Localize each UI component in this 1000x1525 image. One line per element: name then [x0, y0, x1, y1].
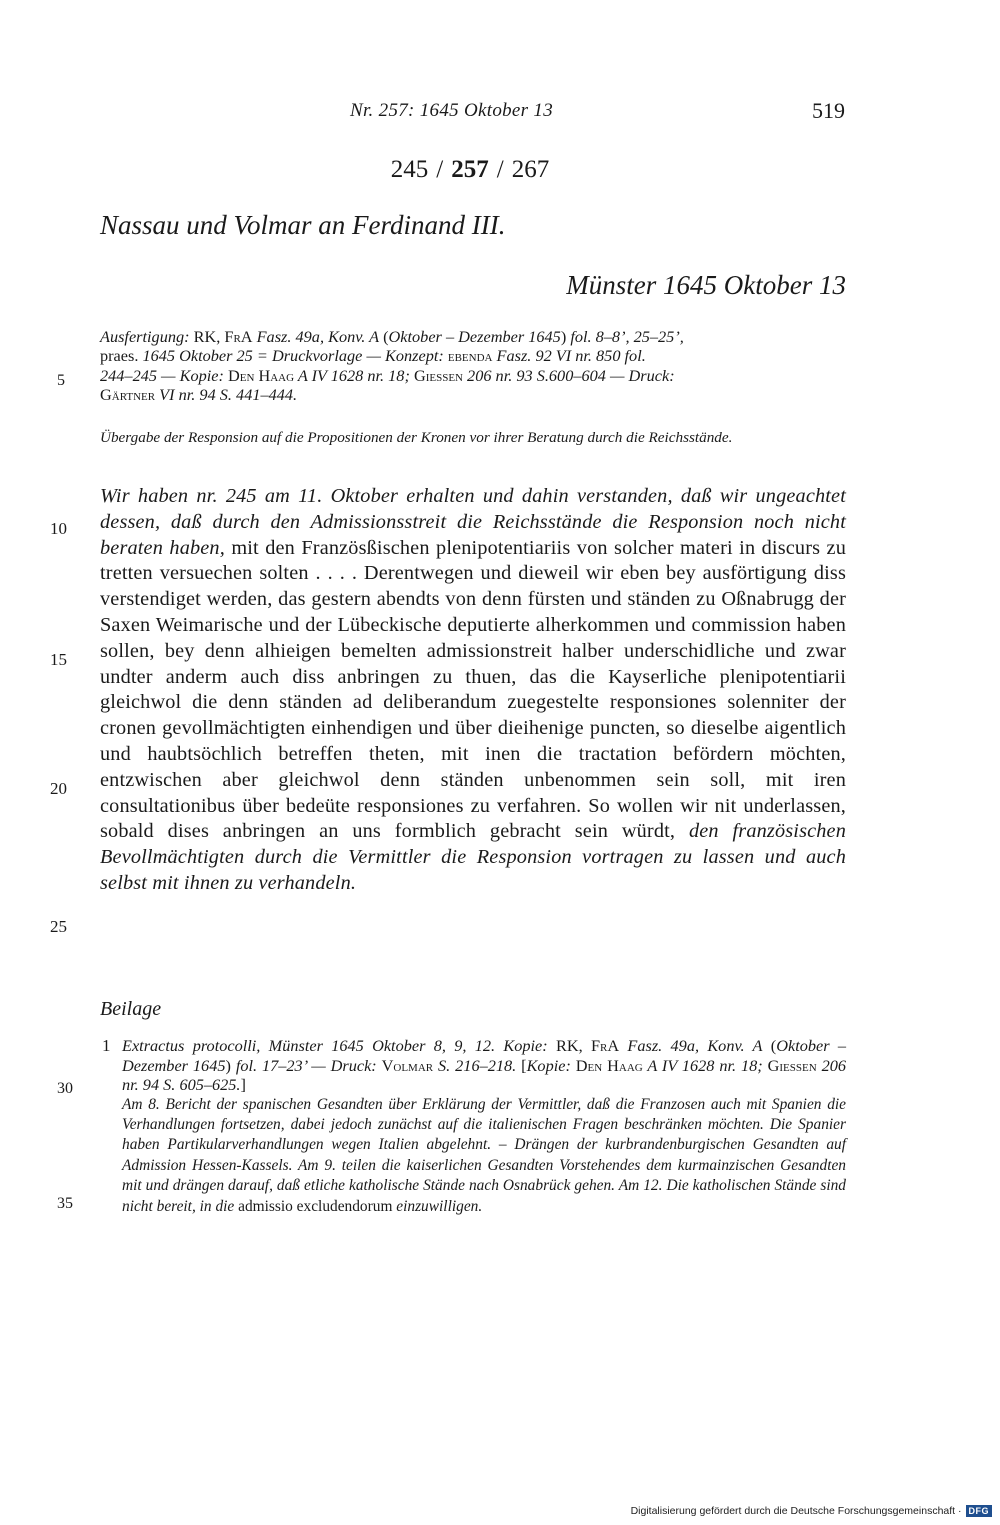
beilage-heading: Beilage [100, 998, 162, 1020]
prev-document-link[interactable]: 245 [390, 156, 429, 183]
source-apparatus [100, 327, 846, 405]
beilage-entry [122, 1036, 846, 1217]
main-text [100, 484, 846, 897]
next-document-link[interactable]: 267 [511, 156, 550, 183]
document-navigation [0, 156, 940, 184]
line-number: 15 [50, 650, 67, 669]
line-number: 10 [50, 519, 67, 538]
line-number: 35 [57, 1195, 73, 1212]
beilage-summary: Am 8. Bericht der spanischen Gesandten über Erklärung der Vermittler, daß die Franzosen auch mit Spanien die Verhandlungen fortsetzen, dabei jedoch zunächst auf die italienischen Fragen beschränken möchten. Die Spanier haben Partikularverhandlungen wegen Italien abgelehnt. – Drängen der kurbrandenburgischen Gesandten auf Admission Hessen-Kassels. Am 9. teilen die kaiserlichen Gesandten Vorstehendes dem kurmainzischen Gesandten mit und drängen darauf, daß etliche katholische Stände nach Osnabrück gehen. Am 12. Die katholischen Stände sind nicht bereit, in die admissio excludendorum einzuwilligen. [122, 1095, 846, 1215]
beilage-source: Extractus protocolli, Münster 1645 Oktober 8, 9, 12. Kopie: RK, FrA Fasz. 49a, Konv. A (Oktober – Dezember 1645) fol. 17–23’ — Druck: Volmar S. 216–218. [Kopie: Den Haag A IV 1628 nr. 18; Giessen 206 nr. 94 S. 605–625.] [122, 1036, 847, 1094]
beilage-number: 1 [102, 1036, 111, 1055]
quoted-source-text: mit den Französßischen plenipotentiariis von solcher materi in discurs zu tretten versuechen solten . . . . Derentwegen und dieweil wir eben bey ausförtigung diss verstendiget werden, das gestern abendts von denn fürsten und ständen zu Oßnabrugg der Saxen Weimarische und der Lübeckische deputierte alherkommen und commission haben sollen, bey denn alhieigen bemelten admissionstreit halber underschidliche und zwar undter anderm auch diss anbringen zu thuen, das die Kayserliche plenipotentiarii gleichwol die denn ständen ad deliberandum zuegestelte responsiones solenniter der cronen gevollmächtigten einhendigen und über dieihenige puncten, so dieselbe aigentlich und haubtsöchlich betreffen theten, mit inen die tractation befördern möchten, entzwischen aber gleichwol denn ständen unbenommen sein soll, mit iren consultationibus über bedeüte responsiones zu verfahren. So wollen wir nit underlassen, sobald dises anbringen an uns formblich gebracht sein würdt, [100, 536, 846, 843]
nav-separator: / [436, 156, 444, 183]
document-title: Nassau und Volmar an Ferdinand III. [100, 210, 506, 240]
document-summary: Übergabe der Responsion auf die Propositionen der Kronen vor ihrer Beratung durch die Reichsstände. [100, 429, 733, 446]
dfg-logo-icon: DFG [966, 1505, 993, 1517]
nav-separator: / [496, 156, 504, 183]
line-number: 30 [57, 1080, 73, 1097]
editorial-paraphrase-end: den französischen Bevollmächtigten durch die Vermittler die Responsion vortragen zu lassen und auch selbst mit ihnen zu verhandeln. [100, 820, 846, 894]
line-number: 20 [50, 779, 67, 798]
source-line: Ausfertigung: RK, FrA Fasz. 49a, Konv. A (Oktober – Dezember 1645) fol. 8–8’, 25–25’, praes. 1645 Oktober 25 = Druckvorlage — Konzept: ebenda Fasz. 92 VI nr. 850 fol. 244–245 — Kopie: Den Haag A IV 1628 nr. 18; Giessen 206 nr. 93 S.600–604 — Druck: Gärtner VI nr. 94 S. 441–444. [100, 327, 684, 405]
editorial-paraphrase: Wir haben nr. 245 am 11. Oktober erhalten und dahin verstanden, daß wir ungeachtet dessen, daß durch den Admissionsstreit die Reichsstände die Responsion noch nicht beraten haben, [100, 485, 846, 559]
footer-credit [631, 1505, 992, 1517]
current-document-number: 257 [451, 156, 489, 183]
line-number: 25 [50, 917, 67, 936]
line-number: 5 [57, 372, 65, 389]
page-number: 519 [812, 98, 845, 123]
footer-text: Digitalisierung gefördert durch die Deutsche Forschungsgemeinschaft · [630, 1505, 962, 1517]
running-head: Nr. 257: 1645 Oktober 13 [350, 100, 553, 121]
document-place-date: Münster 1645 Oktober 13 [566, 270, 846, 300]
main-paragraph [100, 484, 846, 897]
